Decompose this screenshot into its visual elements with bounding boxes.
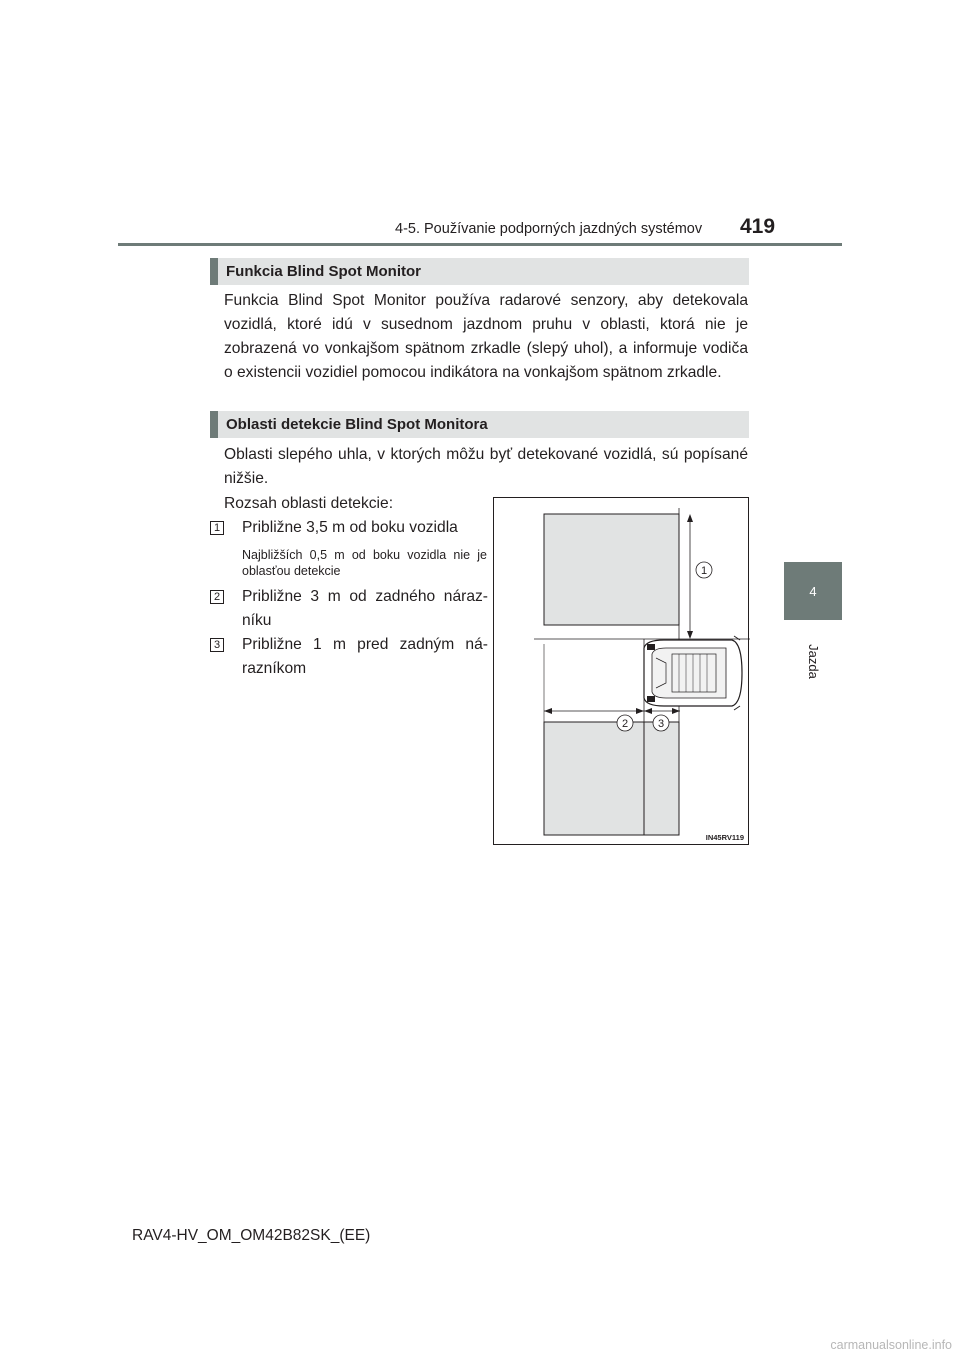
list-item-1-note: Najbližších 0,5 m od boku vozidla nie je oblasťou detekcie (242, 548, 487, 578)
watermark: carmanualsonline.info (830, 1338, 952, 1352)
callout-2-label: 2 (621, 718, 629, 730)
document-code: RAV4-HV_OM_OM42B82SK_(EE) (132, 1227, 371, 1244)
detection-area-figure (493, 497, 749, 845)
list-marker-2: 2 (210, 590, 224, 604)
section1-paragraph: Funkcia Blind Spot Monitor používa radarové senzory, aby detekovala vozidlá, ktoré idú v susednom jazdnom pruhu v oblasti, ktorá nie je zobrazená vo vonkajšom spätnom zrkadle (slepý uhol), a informuje vodiča o existencii vozidiel pomocou indikátora na vonkajšom spätnom zrkadle. (224, 292, 748, 381)
list-item-1-text: Približne 3,5 m od boku vozidla (242, 519, 458, 536)
page-number: 419 (740, 215, 776, 238)
list-item-3-text: Približne 1 m pred zadným nárazníkom (242, 636, 488, 677)
callout-3-label: 3 (657, 718, 665, 730)
list-item-2-text: Približne 3 m od zadného nárazníku (242, 588, 488, 629)
chapter-tab-number: 4 (784, 562, 842, 620)
list-marker-1: 1 (210, 521, 224, 535)
arrowhead-1-top (687, 514, 693, 522)
arrowhead-1-bottom (687, 631, 693, 639)
detection-range-intro: Rozsah oblasti detekcie: (224, 495, 394, 512)
chapter-tab-label-text: Jazda (805, 643, 821, 679)
arrowhead-3-left (644, 708, 652, 714)
section-heading-detection-areas: Oblasti detekcie Blind Spot Monitora (210, 411, 749, 438)
arrowhead-2-left (544, 708, 552, 714)
chapter-tab-label (784, 622, 842, 700)
list-marker-3: 3 (210, 638, 224, 652)
chapter-title: 4-5. Používanie podporných jazdných systémov (395, 221, 703, 237)
arrowhead-2-right (636, 708, 644, 714)
header-divider (118, 243, 842, 246)
section2-paragraph: Oblasti slepého uhla, v ktorých môžu byť detekované vozidlá, sú popísané nižšie. (224, 446, 748, 487)
front-of-bumper-detection-zone (644, 722, 679, 835)
section-heading-blind-spot-monitor: Funkcia Blind Spot Monitor (210, 258, 749, 285)
vehicle-top-view (644, 636, 742, 710)
detection-area-diagram (494, 498, 750, 846)
figure-code: IN45RV119 (705, 833, 744, 842)
callout-1-label: 1 (700, 565, 708, 577)
side-detection-zone (544, 514, 679, 625)
rear-detection-zone (544, 722, 644, 835)
